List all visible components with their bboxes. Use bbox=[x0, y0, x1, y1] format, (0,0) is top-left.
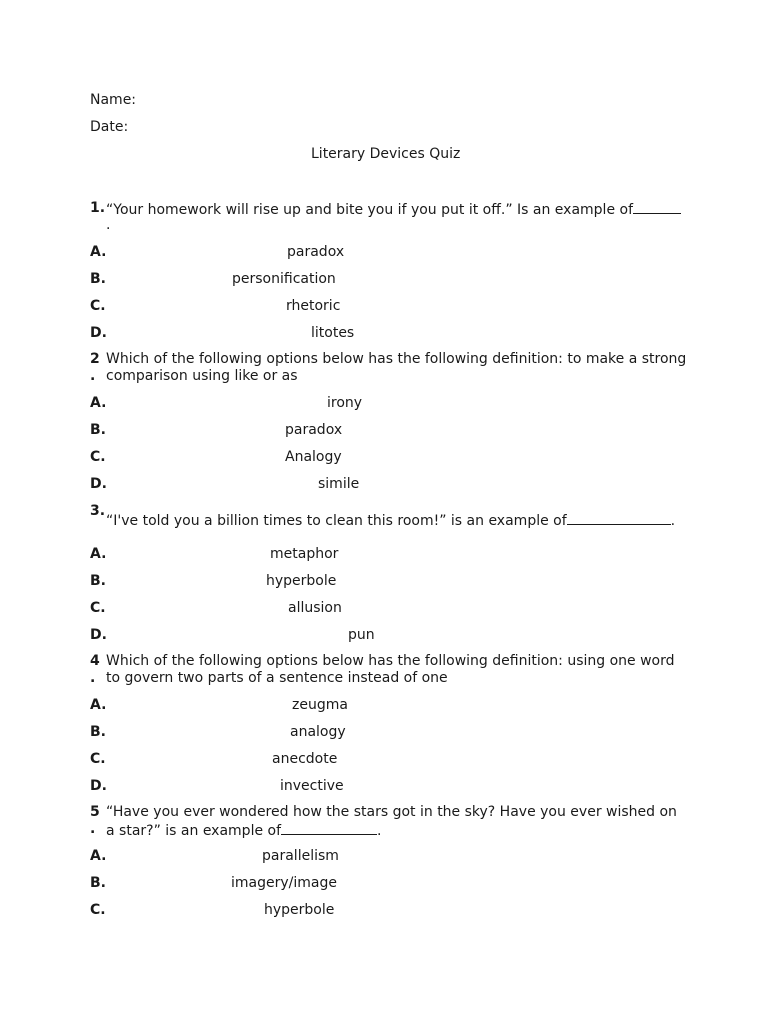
option-letter: D. bbox=[90, 476, 107, 492]
option-letter: C. bbox=[90, 449, 106, 465]
option-text: paradox bbox=[285, 422, 343, 438]
option-letter: B. bbox=[90, 724, 106, 740]
question-5-number: 5 bbox=[90, 804, 100, 820]
option-text: simile bbox=[318, 476, 360, 492]
option-text: irony bbox=[327, 395, 363, 411]
quiz-title: Literary Devices Quiz bbox=[311, 146, 461, 162]
option-letter: A. bbox=[90, 395, 107, 411]
option-text: imagery/image bbox=[231, 875, 337, 891]
option-text: allusion bbox=[288, 600, 342, 616]
option-text: rhetoric bbox=[286, 298, 341, 314]
option-letter: D. bbox=[90, 325, 107, 341]
answer-blank bbox=[567, 511, 671, 525]
question-5-text-line1: “Have you ever wondered how the stars got in the sky? Have you ever wished on bbox=[106, 804, 677, 820]
question-4-text-line2: to govern two parts of a sentence instead of one bbox=[106, 670, 448, 686]
answer-blank bbox=[281, 821, 377, 835]
question-1-period: . bbox=[106, 217, 111, 233]
question-2-number-dot: . bbox=[90, 368, 96, 384]
option-letter: A. bbox=[90, 546, 107, 562]
option-letter: A. bbox=[90, 848, 107, 864]
question-1-number: 1. bbox=[90, 200, 106, 216]
option-text: litotes bbox=[311, 325, 355, 341]
option-letter: B. bbox=[90, 422, 106, 438]
option-letter: C. bbox=[90, 298, 106, 314]
option-letter: B. bbox=[90, 271, 106, 287]
option-text: anecdote bbox=[272, 751, 338, 767]
option-letter: C. bbox=[90, 600, 106, 616]
option-text: hyperbole bbox=[264, 902, 335, 918]
option-text: analogy bbox=[290, 724, 346, 740]
option-text: metaphor bbox=[270, 546, 339, 562]
option-letter: B. bbox=[90, 875, 106, 891]
option-letter: D. bbox=[90, 627, 107, 643]
option-letter: C. bbox=[90, 751, 106, 767]
option-letter: C. bbox=[90, 902, 106, 918]
option-letter: D. bbox=[90, 778, 107, 794]
question-4-number-dot: . bbox=[90, 670, 96, 686]
option-text: parallelism bbox=[262, 848, 339, 864]
name-label: Name: bbox=[90, 92, 137, 108]
option-text: zeugma bbox=[292, 697, 348, 713]
option-letter: A. bbox=[90, 244, 107, 260]
option-text: personification bbox=[232, 271, 336, 287]
option-text: hyperbole bbox=[266, 573, 337, 589]
question-3-number: 3. bbox=[90, 503, 106, 519]
option-text: paradox bbox=[287, 244, 345, 260]
question-3-text: “I've told you a billion times to clean this room!” is an example of . bbox=[106, 513, 676, 529]
question-5-number-dot: . bbox=[90, 821, 96, 837]
option-text: Analogy bbox=[285, 449, 342, 465]
question-2-text-line2: comparison using like or as bbox=[106, 368, 298, 384]
option-text: pun bbox=[348, 627, 375, 643]
question-4-number: 4 bbox=[90, 653, 100, 669]
question-2-number: 2 bbox=[90, 351, 100, 367]
question-1-text: “Your homework will rise up and bite you if you put it off.” Is an example of bbox=[106, 200, 681, 219]
question-2-text-line1: Which of the following options below has the following definition: to make a strong bbox=[106, 351, 687, 367]
answer-blank bbox=[633, 200, 681, 214]
question-4-text-line1: Which of the following options below has the following definition: using one word bbox=[106, 653, 675, 669]
date-label: Date: bbox=[90, 119, 129, 135]
option-text: invective bbox=[280, 778, 344, 794]
option-letter: B. bbox=[90, 573, 106, 589]
question-5-text-line2: a star?” is an example of . bbox=[106, 823, 382, 839]
option-letter: A. bbox=[90, 697, 107, 713]
